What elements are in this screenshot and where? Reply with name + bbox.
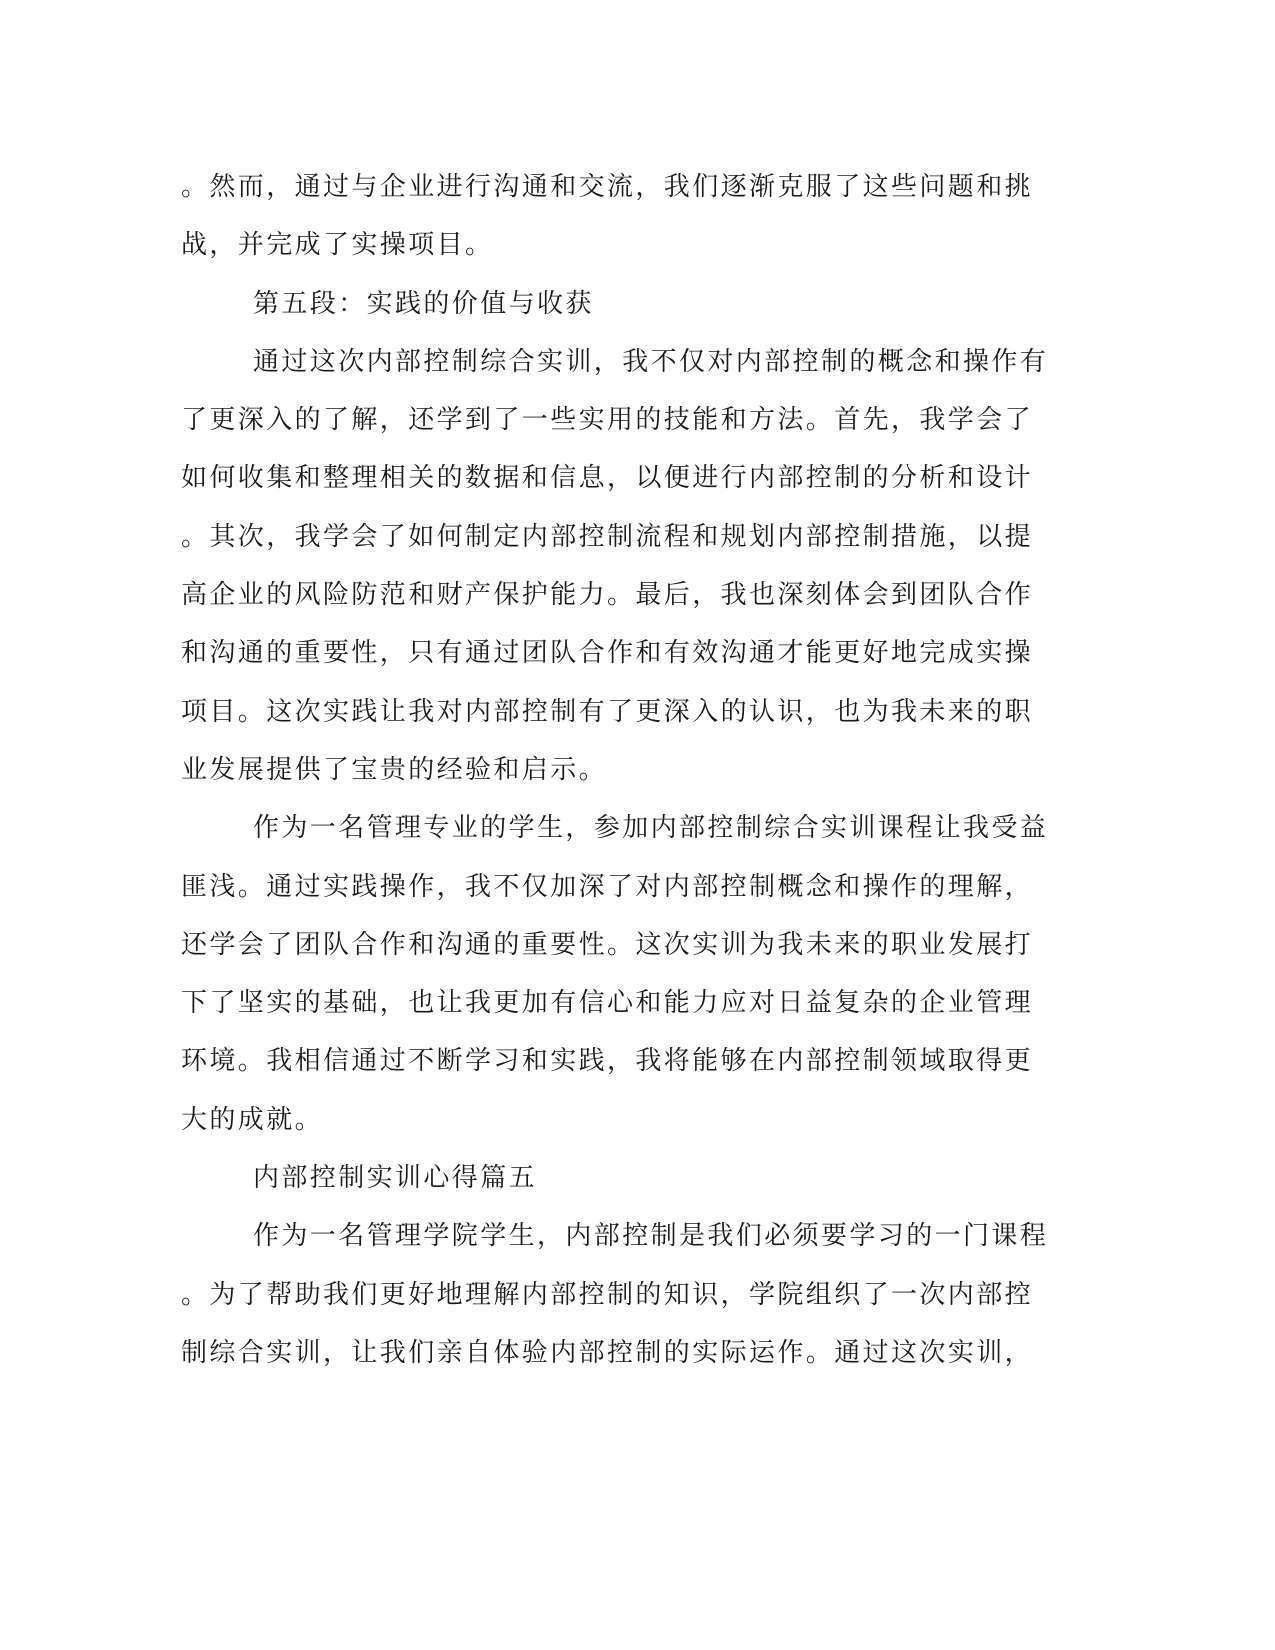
text-line: 下了坚实的基础，也让我更加有信心和能力应对日益复杂的企业管理 <box>181 988 1034 1019</box>
text-line: 。然而，通过与企业进行沟通和交流，我们逐渐克服了这些问题和挑 <box>181 172 1034 202</box>
text-line: 高企业的风险防范和财产保护能力。最后，我也深刻体会到团队合作 <box>181 580 1034 611</box>
text-line: 如何收集和整理相关的数据和信息，以便进行内部控制的分析和设计 <box>181 463 1034 494</box>
section-heading: 第五段：实践的价值与收获 <box>253 288 594 319</box>
text-line: 项目。这次实践让我对内部控制有了更深入的认识，也为我未来的职 <box>181 696 1034 727</box>
text-line: 制综合实训，让我们亲自体验内部控制的实际运作。通过这次实训， <box>181 1337 1034 1368</box>
text-line: 作为一名管理专业的学生，参加内部控制综合实训课程让我受益 <box>253 813 1049 844</box>
text-line: 。为了帮助我们更好地理解内部控制的知识，学院组织了一次内部控 <box>181 1279 1034 1310</box>
text-line: 还学会了团队合作和沟通的重要性。这次实训为我未来的职业发展打 <box>181 929 1034 960</box>
text-line: 和沟通的重要性，只有通过团队合作和有效沟通才能更好地完成实操 <box>181 638 1034 669</box>
text-line: 大的成就。 <box>181 1104 324 1135</box>
document-body <box>181 158 1049 1382</box>
text-line: 。其次，我学会了如何制定内部控制流程和规划内部控制措施，以提 <box>181 521 1034 552</box>
text-line: 环境。我相信通过不断学习和实践，我将能够在内部控制领域取得更 <box>181 1046 1034 1077</box>
text-line: 战，并完成了实操项目。 <box>181 230 494 261</box>
text-line: 了更深入的了解，还学到了一些实用的技能和方法。首先，我学会了 <box>181 405 1034 436</box>
text-line: 作为一名管理学院学生，内部控制是我们必须要学习的一门课程 <box>253 1221 1049 1252</box>
text-line: 通过这次内部控制综合实训，我不仅对内部控制的概念和操作有 <box>253 346 1049 377</box>
text-line: 匪浅。通过实践操作，我不仅加深了对内部控制概念和操作的理解， <box>181 871 1034 902</box>
section-heading: 内部控制实训心得篇五 <box>253 1163 538 1194</box>
text-line: 业发展提供了宝贵的经验和启示。 <box>181 754 608 785</box>
